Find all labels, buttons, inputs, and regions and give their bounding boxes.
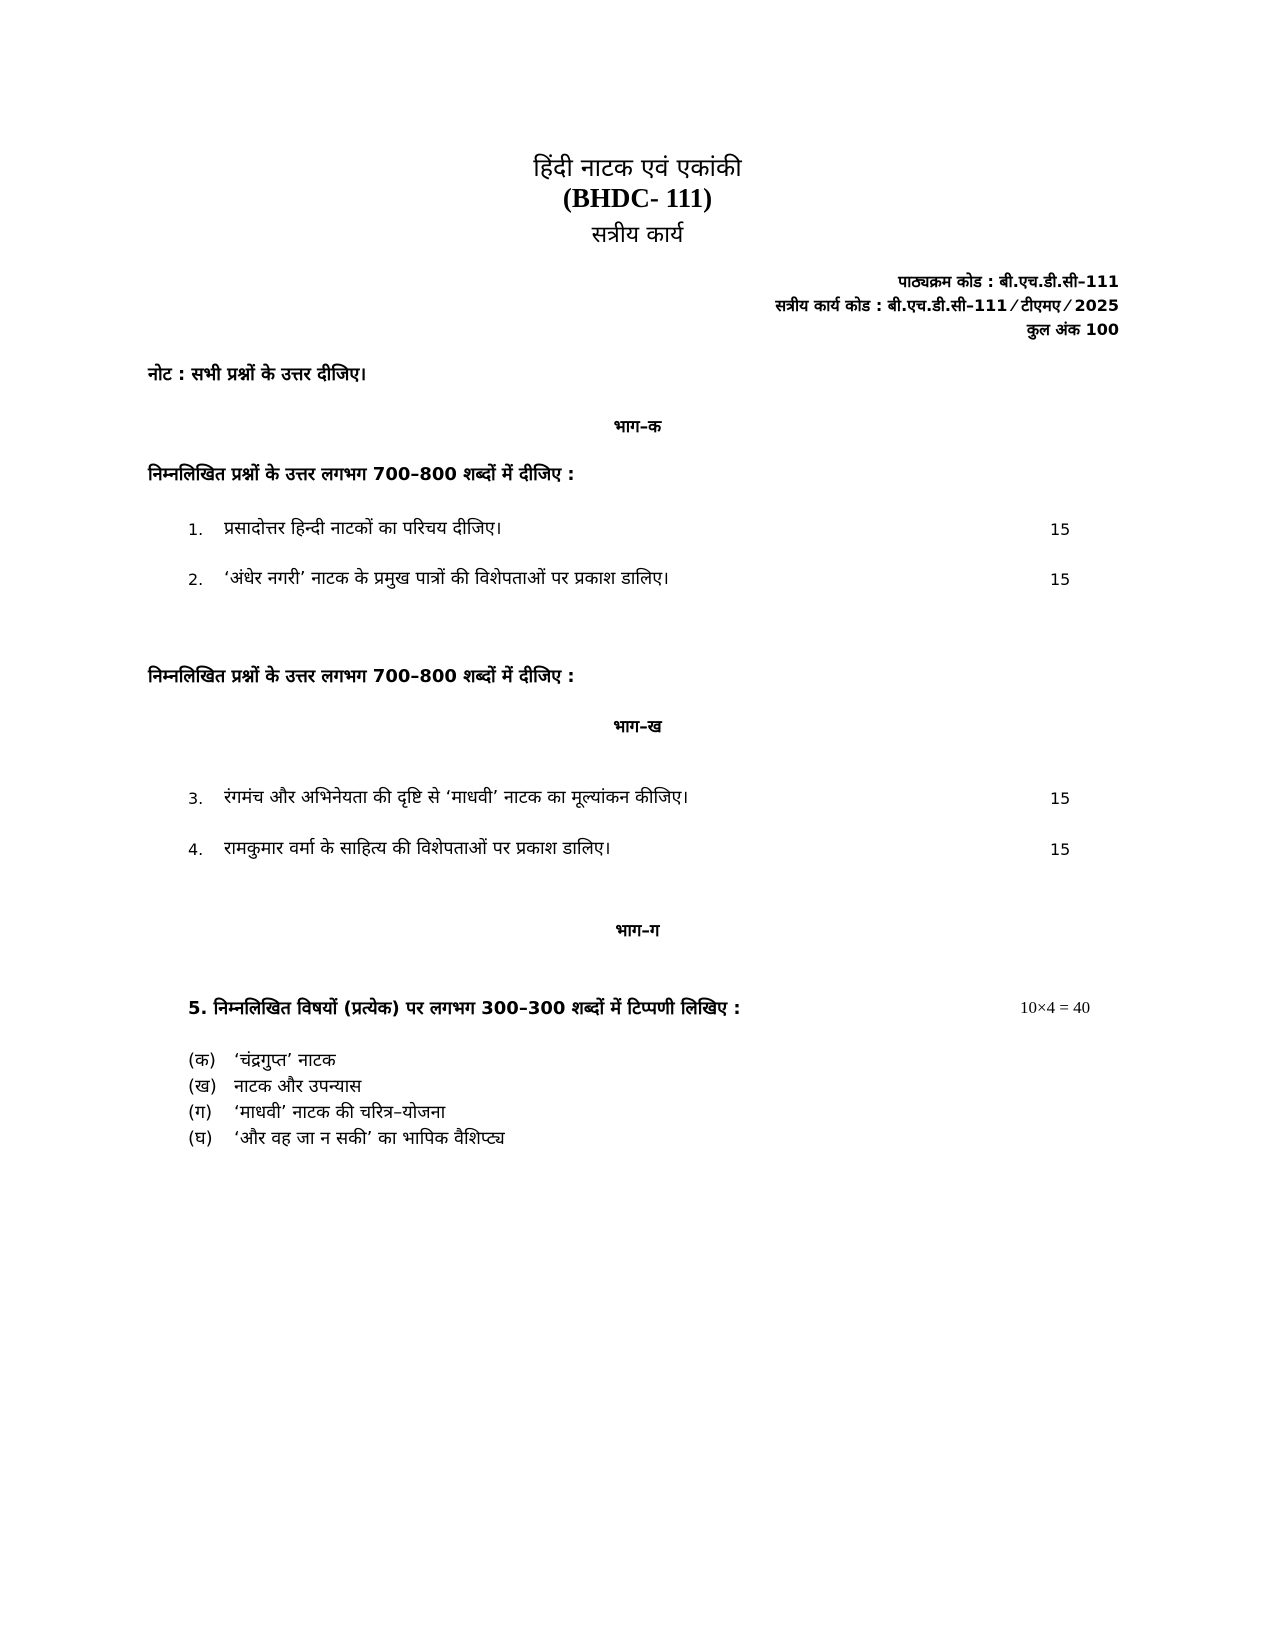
item-label: (क) xyxy=(188,1050,216,1071)
part-b-instruction: निम्नलिखित प्रश्नों के उत्तर लगभग 700–800 शब्दों में दीजिए : xyxy=(148,666,575,687)
item-label: (ग) xyxy=(188,1102,213,1123)
item-text: ‘और वह जा न सकी’ का भापिक वैशिप्ट्य xyxy=(234,1128,505,1149)
course-code-heading: (BHDC- 111) xyxy=(562,183,713,213)
part-a-heading: भाग–क xyxy=(613,417,662,437)
item-text: नाटक और उपन्यास xyxy=(234,1076,362,1097)
question-marks: 15 xyxy=(1050,840,1071,859)
question-text: रंगमंच और अभिनेयता की दृष्टि से ‘माधवी’ नाटक का मूल्यांकन कीजिए। xyxy=(224,787,689,808)
question-marks: 15 xyxy=(1050,789,1071,808)
document-title: हिंदी नाटक एवं एकांकी xyxy=(533,153,742,182)
item-text: ‘चंद्रगुप्त’ नाटक xyxy=(234,1050,336,1071)
question-number: 4. xyxy=(188,840,204,859)
item-label: (घ) xyxy=(188,1128,213,1149)
question-marks: 15 xyxy=(1050,520,1071,539)
question-number: 1. xyxy=(188,520,204,539)
question-marks: 15 xyxy=(1050,570,1071,589)
part-b-heading: भाग–ख xyxy=(613,717,662,737)
part-a-instruction: निम्नलिखित प्रश्नों के उत्तर लगभग 700–800 शब्दों में दीजिए : xyxy=(148,464,575,485)
question-text: प्रसादोत्तर हिन्दी नाटकों का परिचय दीजिए। xyxy=(224,518,502,539)
question-number: 2. xyxy=(188,570,204,589)
total-marks: कुल अंक 100 xyxy=(1026,320,1119,339)
course-code: पाठ्यक्रम कोड : बी.एच.डी.सी–111 xyxy=(898,272,1119,291)
assignment-code: सत्रीय कार्य कोड : बी.एच.डी.सी–111 ⁄ टीएमए ⁄ 2025 xyxy=(775,296,1119,315)
part-c-question: 5. निम्नलिखित विषयों (प्रत्येक) पर लगभग 300–300 शब्दों में टिप्पणी लिखिए : xyxy=(188,998,741,1019)
document-subtitle: सत्रीय कार्य xyxy=(591,222,684,248)
question-text: रामकुमार वर्मा के साहित्य की विशेपताओं पर प्रकाश डालिए। xyxy=(224,838,611,859)
note: नोट : सभी प्रश्नों के उत्तर दीजिए। xyxy=(148,364,367,385)
item-text: ‘माधवी’ नाटक की चरित्र–योजना xyxy=(234,1102,446,1123)
question-text: ‘अंधेर नगरी’ नाटक के प्रमुख पात्रों की विशेपताओं पर प्रकाश डालिए। xyxy=(224,568,670,589)
part-c-heading: भाग–ग xyxy=(615,921,660,941)
question-number: 3. xyxy=(188,789,204,808)
part-c-marks: 10×4 = 40 xyxy=(1020,998,1091,1017)
item-label: (ख) xyxy=(188,1076,217,1097)
